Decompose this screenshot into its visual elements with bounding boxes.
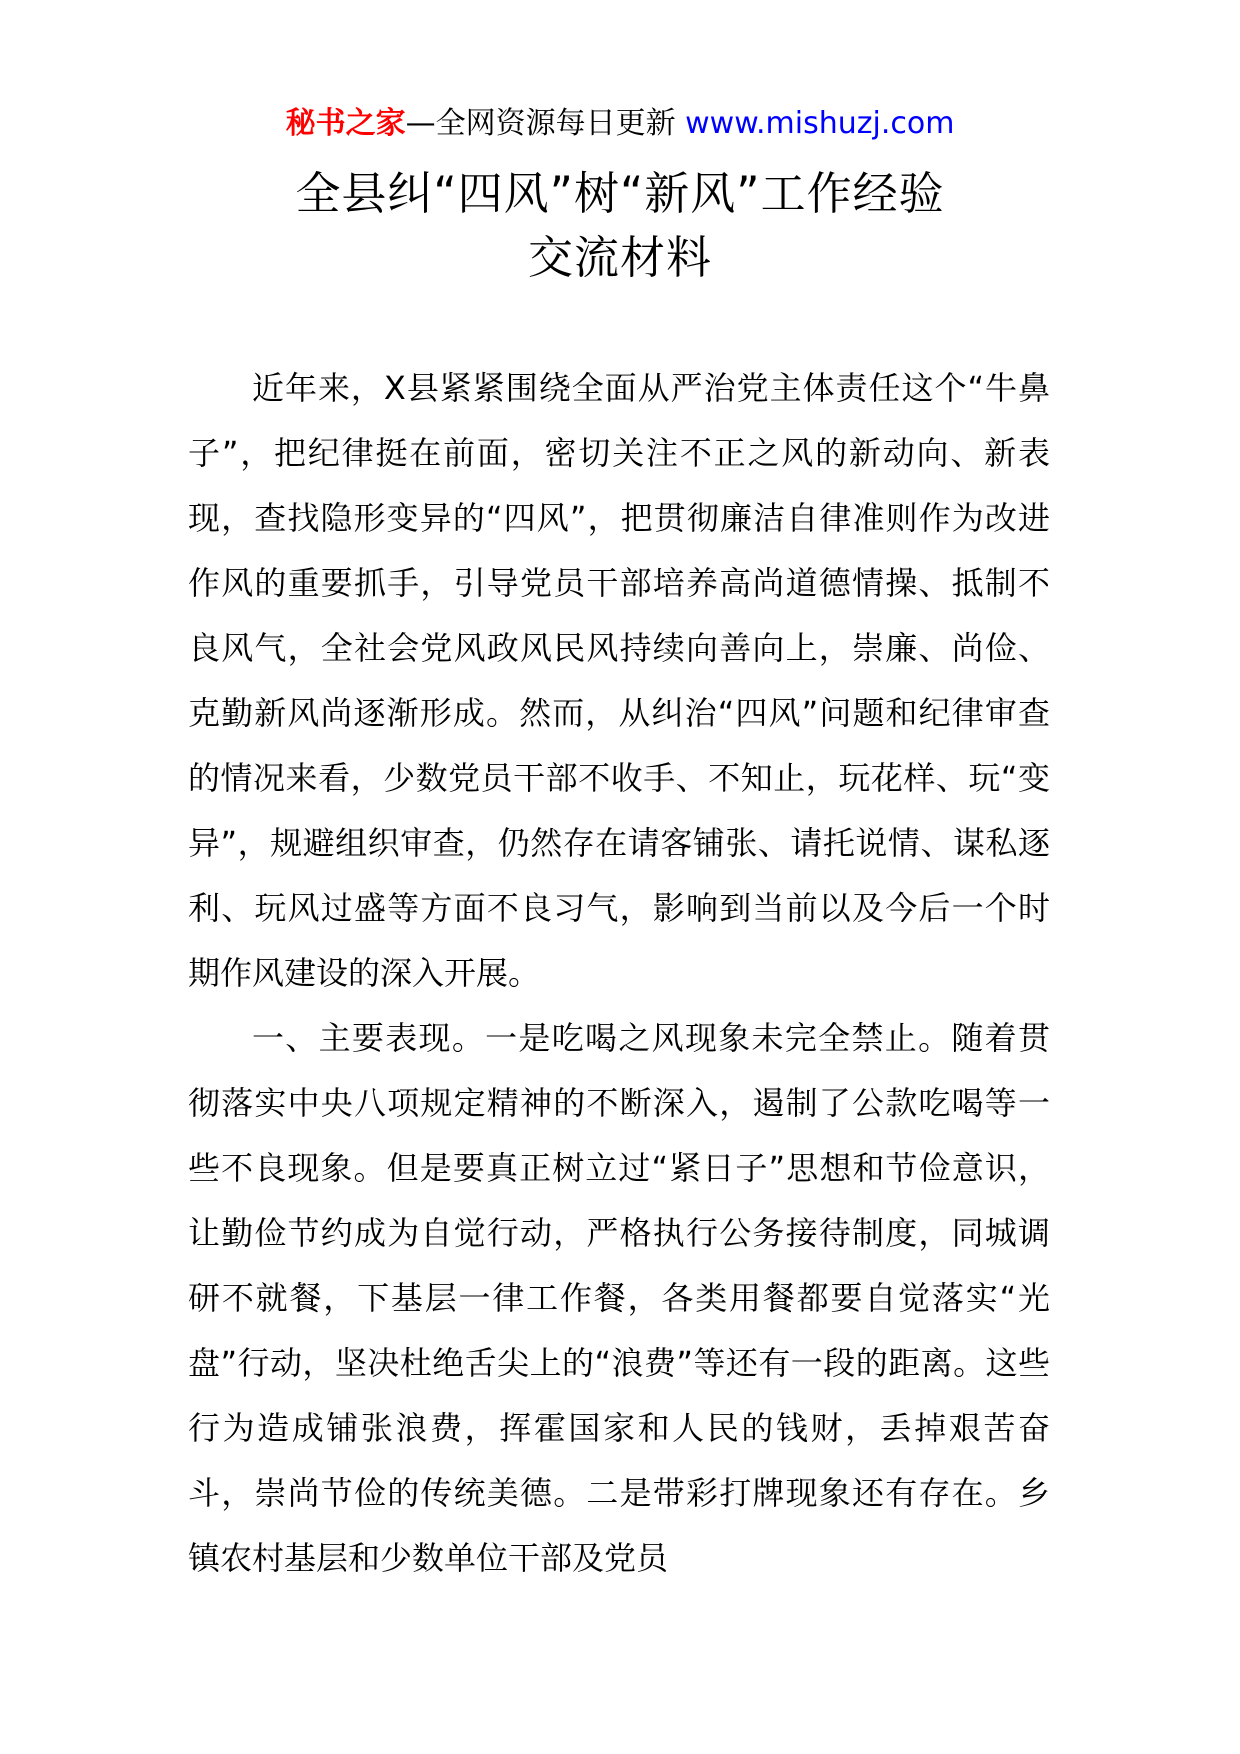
title-line-2: 交流材料 — [527, 231, 712, 284]
body-paragraph-2: 一、主要表现。一是吃喝之风现象未完全禁止。随着贯彻落实中央八项规定精神的不断深入，遏制了公款吃喝等一些不良现象。但是要真正树立过“紧日子”思想和节俭意识，让勤俭节约成为自觉行动，严格执行公务接待制度，同城调研不就餐，下基层一律工作餐，各类用餐都要自觉落实“光盘”行动，坚决杜绝舌尖上的“浪费”等还有一段的距离。这些行为造成铺张浪费，挥霍国家和人民的钱财，丢掉艰苦奋斗，崇尚节俭的传统美德。二是带彩打牌现象还有存在。乡镇农村基层和少数单位干部及党员 — [188, 1019, 1050, 1577]
brand-name: 秘书之家 — [285, 106, 406, 141]
page-header — [0, 104, 1240, 144]
document-body — [188, 356, 1050, 1591]
header-tagline: —全网资源每日更新 — [405, 106, 686, 141]
title-line-1: 全县纠“四风”树“新风”工作经验 — [295, 167, 945, 220]
document-title — [0, 162, 1240, 290]
body-paragraph-1: 近年来，X县紧紧围绕全面从严治党主体责任这个“牛鼻子”，把纪律挺在前面，密切关注不正之风的新动向、新表现，查找隐形变异的“四风”，把贯彻廉洁自律准则作为改进作风的重要抓手，引导党员干部培养高尚道德情操、抵制不良风气，全社会党风政风民风持续向善向上，崇廉、尚俭、克勤新风尚逐渐形成。然而，从纠治“四风”问题和纪律审查的情况来看，少数党员干部不收手、不知止，玩花样、玩“变异”，规避组织审查，仍然存在请客铺张、请托说情、谋私逐利、玩风过盛等方面不良习气，影响到当前以及今后一个时期作风建设的深入开展。 — [188, 369, 1050, 992]
website-link[interactable]: www.mishuzj.com — [685, 106, 955, 141]
